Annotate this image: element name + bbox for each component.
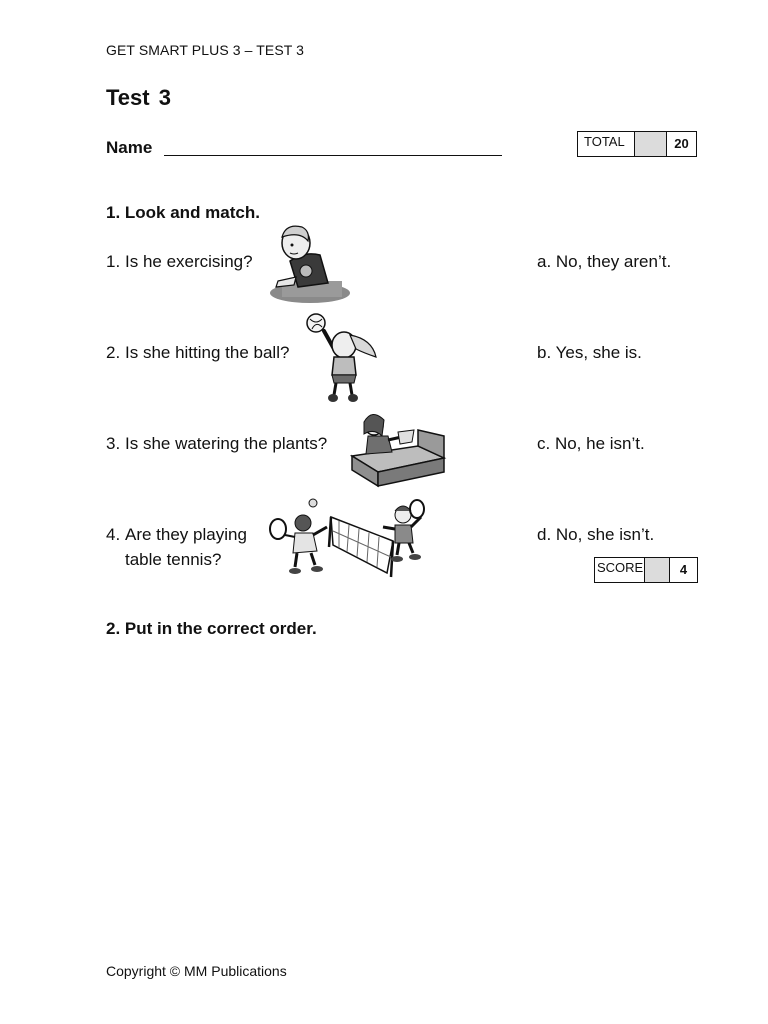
question-number: 4.: [106, 525, 121, 544]
kids-playing-tennis-picture: [267, 487, 435, 585]
question-1: [106, 249, 253, 274]
question-4: [106, 522, 247, 572]
total-label: TOTAL: [578, 132, 635, 156]
question-text: Are they playing: [125, 525, 247, 544]
question-2: [106, 340, 289, 365]
question-number: 3.: [106, 434, 121, 453]
question-number: 1.: [106, 252, 121, 271]
copyright-footer: Copyright © MM Publications: [106, 963, 287, 979]
name-field-line[interactable]: [164, 155, 502, 156]
answer-a: a. No, they aren’t.: [537, 252, 672, 271]
question-number: 2.: [106, 343, 121, 362]
section-1-score-box: [594, 557, 698, 583]
total-score-cell[interactable]: [635, 132, 667, 156]
section-1-heading: 1. Look and match.: [106, 203, 260, 222]
question-3: [106, 431, 327, 456]
score-value: 4: [679, 562, 688, 577]
total-value: 20: [674, 136, 689, 151]
score-label: SCORE: [595, 558, 645, 582]
page-title: Test 3: [106, 85, 171, 110]
answer-d: d. No, she isn’t.: [537, 525, 655, 544]
boy-exercising-picture: [268, 221, 352, 305]
answer-b: b. Yes, she is.: [537, 343, 642, 362]
score-cell[interactable]: [645, 558, 670, 582]
page-header: GET SMART PLUS 3 – TEST 3: [106, 42, 305, 58]
total-score-box: [577, 131, 697, 157]
question-text: Is she hitting the ball?: [125, 343, 290, 362]
question-text: Is she watering the plants?: [125, 434, 328, 453]
question-text-continued: table tennis?: [125, 550, 222, 569]
question-text: Is he exercising?: [125, 252, 253, 271]
section-2-heading: 2. Put in the correct order.: [106, 619, 317, 638]
name-label: Name: [106, 138, 153, 157]
answer-c: c. No, he isn’t.: [537, 434, 645, 453]
girl-making-bed-picture: [348, 406, 450, 490]
girl-hitting-ball-picture: [302, 309, 384, 405]
